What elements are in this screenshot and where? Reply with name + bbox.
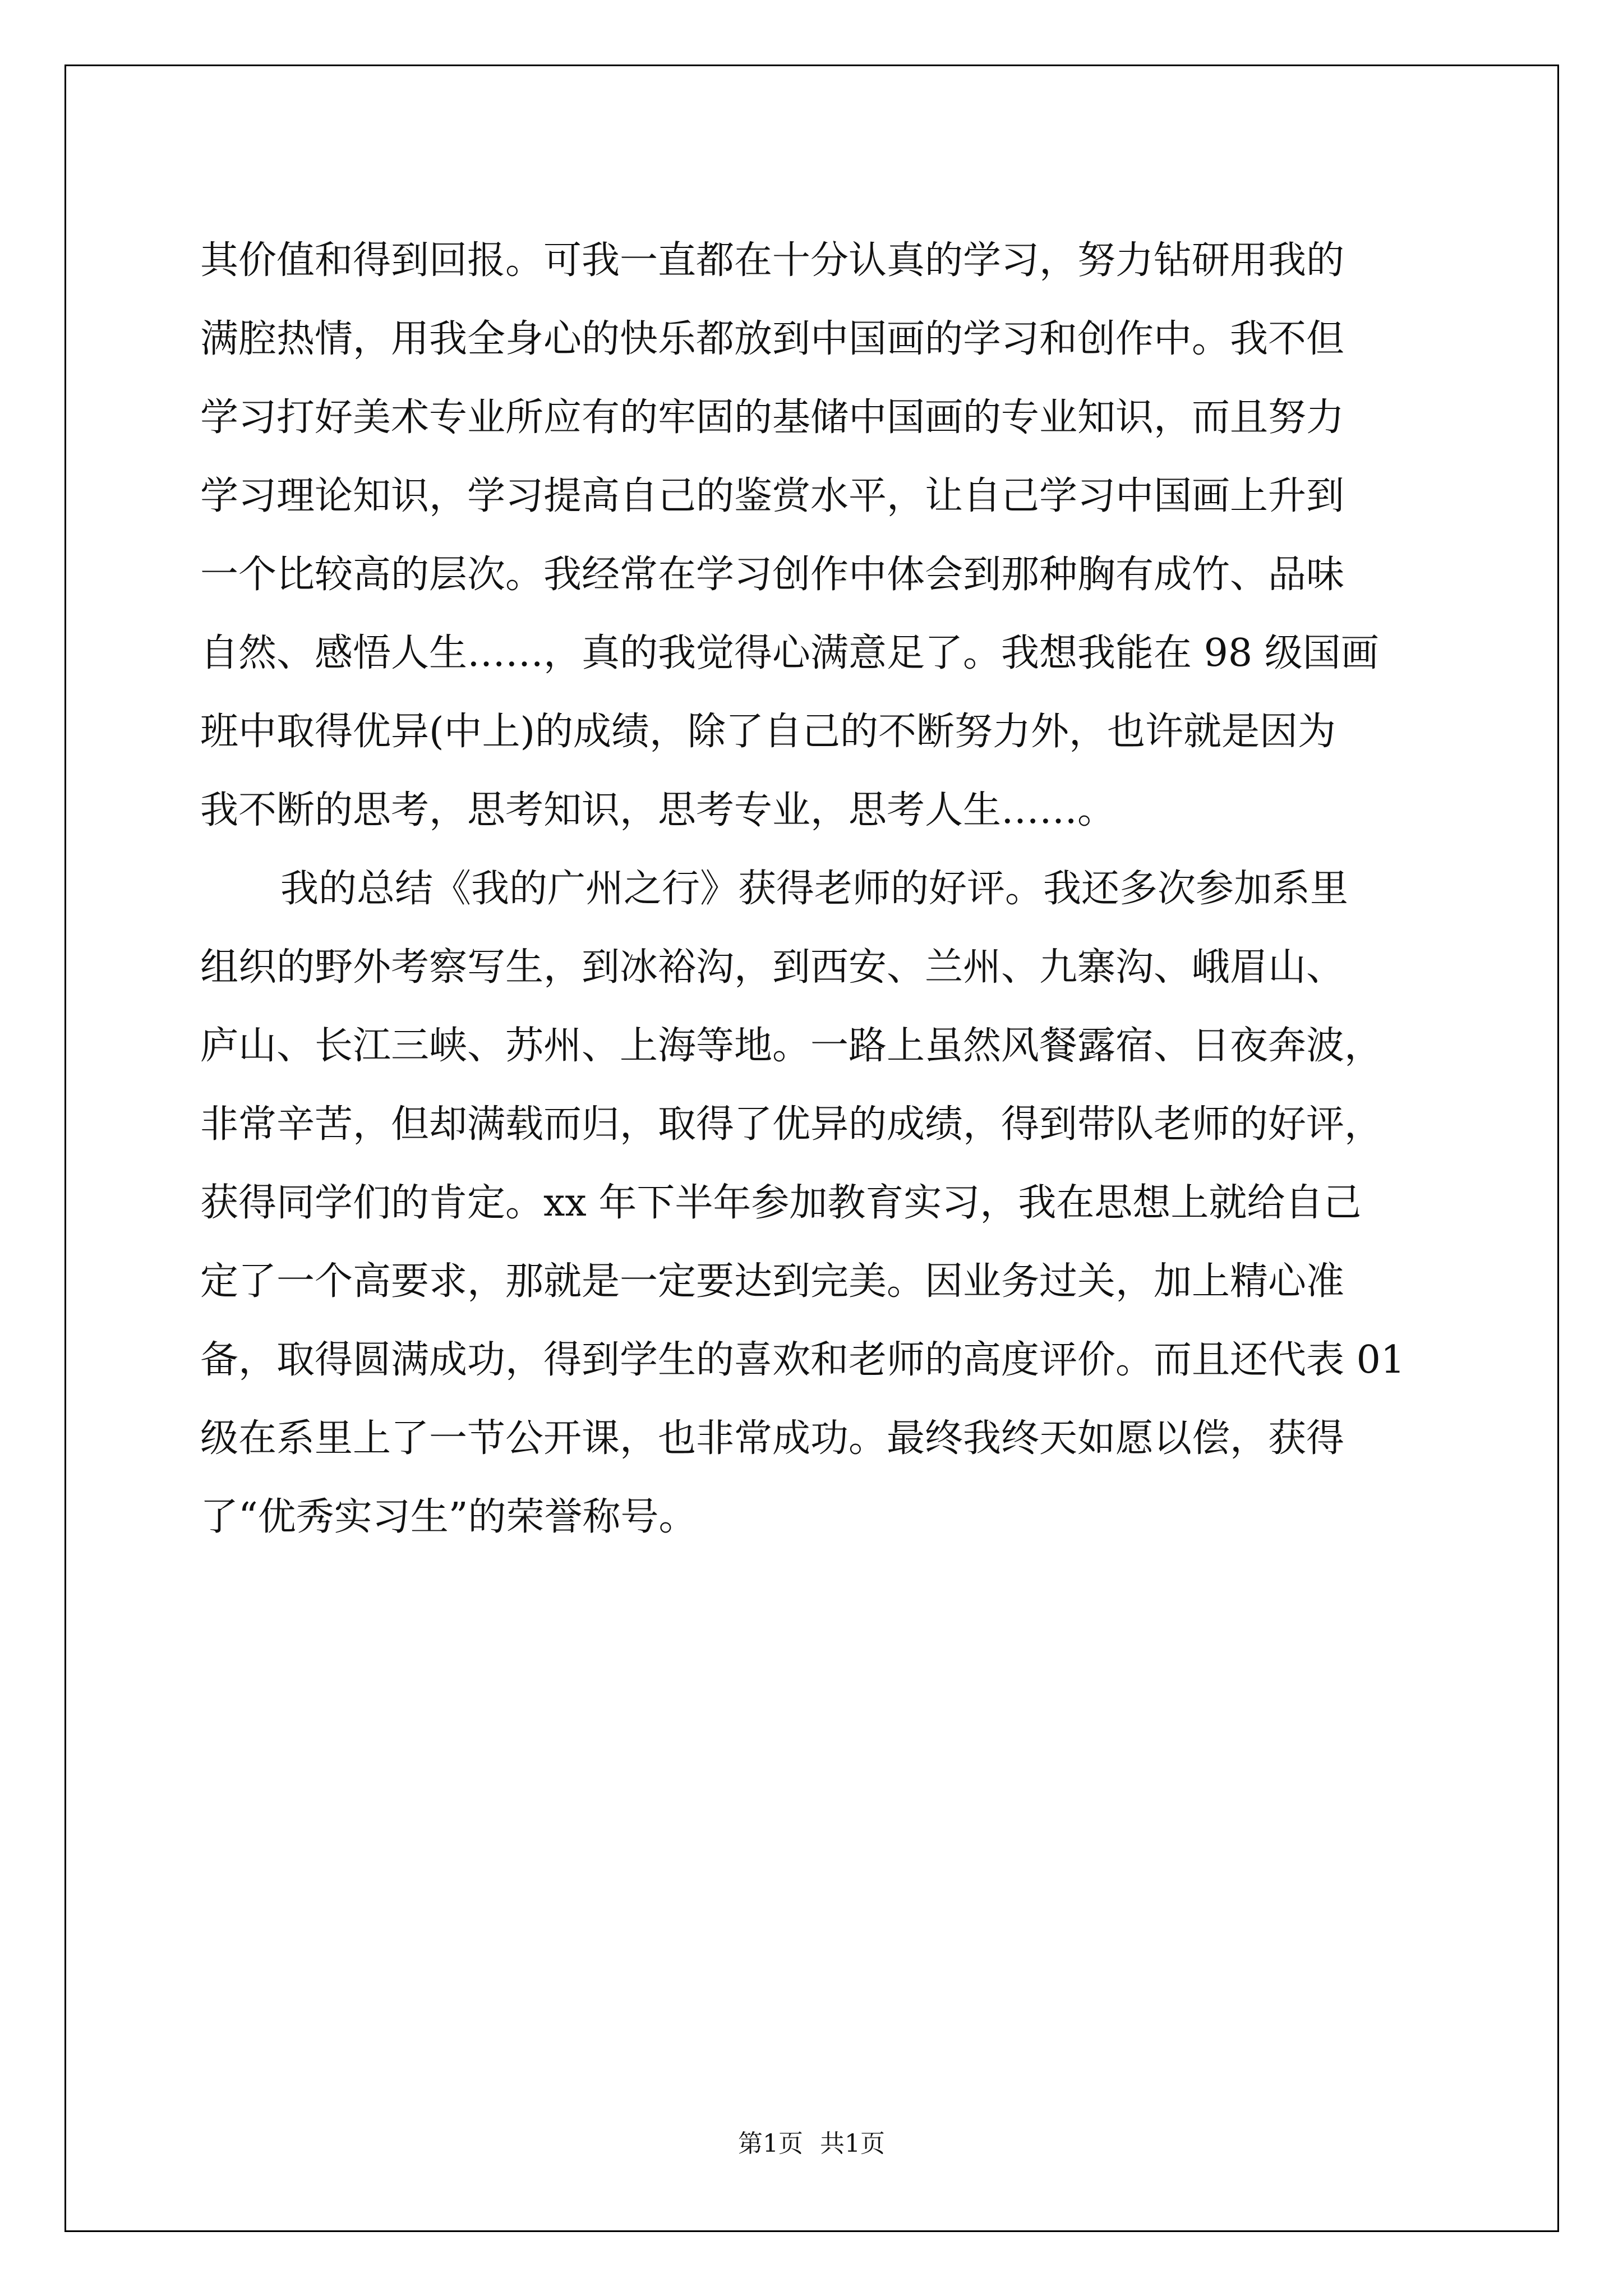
text-line: 学习打好美术专业所应有的牢固的基储中国画的专业知识，而且努力 [200, 395, 1345, 440]
text-line: 我的总结《我的广州之行》获得老师的好评。我还多次参加系里 [280, 867, 1349, 911]
text-line: 我不断的思考，思考知识，思考专业，思考人生……。 [200, 788, 1116, 832]
text-line: 获得同学们的肯定。xx 年下半年参加教育实习，我在思想上就给自己 [200, 1181, 1362, 1225]
paragraph-2 [200, 850, 1426, 1557]
paragraph-1 [200, 222, 1426, 850]
text-line: 组织的野外考察写生，到冰裕沟，到西安、兰州、九寨沟、峨眉山、 [200, 945, 1345, 990]
text-line: 自然、感悟人生……，真的我觉得心满意足了。我想我能在 98 级国画 [200, 631, 1379, 675]
text-line: 满腔热情，用我全身心的快乐都放到中国画的学习和创作中。我不但 [200, 317, 1345, 361]
text-line: 班中取得优异(中上)的成绩，除了自己的不断努力外，也许就是因为 [200, 710, 1336, 754]
page-footer [0, 2123, 1623, 2159]
text-line: 了“优秀实习生”的荣誉称号。 [200, 1495, 697, 1539]
text-line: 一个比较高的层次。我经常在学习创作中体会到那种胸有成竹、品味 [200, 553, 1345, 597]
text-line: 其价值和得到回报。可我一直都在十分认真的学习，努力钻研用我的 [200, 238, 1345, 283]
text-line: 非常辛苦，但却满载而归，取得了优异的成绩，得到带队老师的好评， [200, 1102, 1383, 1147]
page-total: 共1页 [820, 2129, 885, 2158]
text-line: 庐山、长江三峡、苏州、上海等地。一路上虽然风餐露宿、日夜奔波， [200, 1024, 1383, 1068]
text-line: 定了一个高要求，那就是一定要达到完美。因业务过关，加上精心准 [200, 1259, 1345, 1304]
document-body [200, 222, 1426, 1557]
text-line: 学习理论知识，学习提高自己的鉴赏水平，让自己学习中国画上升到 [200, 474, 1345, 518]
text-line: 备，取得圆满成功，得到学生的喜欢和老师的高度评价。而且还代表 01 [200, 1338, 1405, 1382]
page-number: 第1页 [738, 2129, 803, 2158]
text-line: 级在系里上了一节公开课，也非常成功。最终我终天如愿以偿，获得 [200, 1416, 1345, 1461]
